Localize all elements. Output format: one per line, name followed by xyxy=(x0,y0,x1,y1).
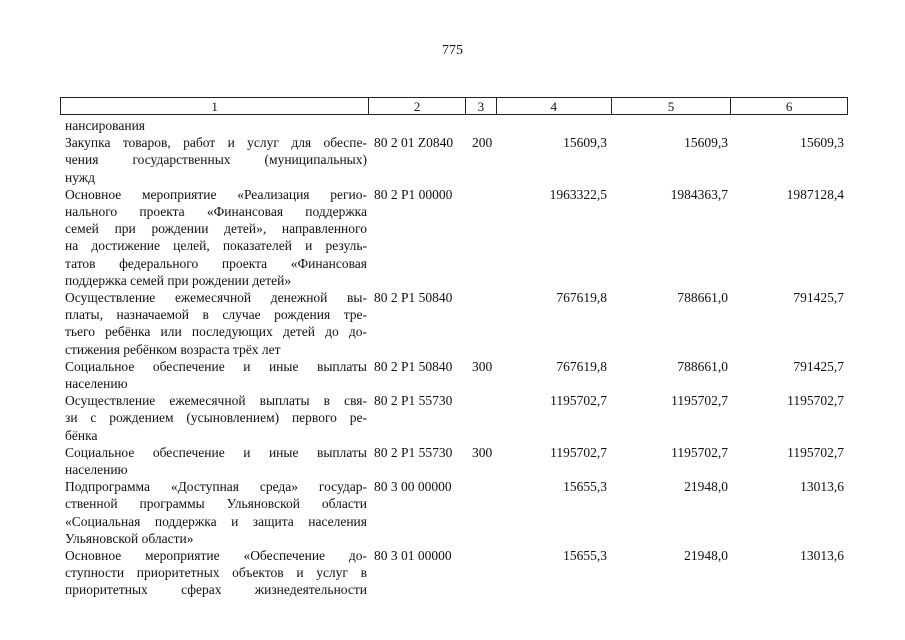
row-name xyxy=(65,134,367,186)
table-row xyxy=(60,547,848,599)
row-value-col4: 15609,3 xyxy=(563,135,607,151)
row-name xyxy=(65,478,367,547)
row-name-line: Осуществление ежемесячной выплаты в свя- xyxy=(65,393,367,409)
row-name xyxy=(65,117,367,134)
row-value-col4: 15655,3 xyxy=(563,479,607,495)
row-name-line: чения государственных (муниципальных) xyxy=(65,152,367,168)
row-value-col5: 21948,0 xyxy=(684,548,728,564)
row-value-col5: 788661,0 xyxy=(677,290,728,306)
row-name xyxy=(65,358,367,392)
row-name-line: татов федерального проекта «Финансовая xyxy=(65,255,367,271)
table-row xyxy=(60,186,848,289)
header-col-6: 6 xyxy=(785,99,793,114)
row-value-col4: 1963322,5 xyxy=(549,186,607,202)
row-expense-type: 300 xyxy=(472,444,493,460)
row-value-col5: 21948,0 xyxy=(684,479,728,495)
table-row xyxy=(60,117,848,134)
row-name-line: бёнка xyxy=(65,427,98,443)
row-code: 80 2 P1 55730 xyxy=(374,393,453,409)
row-name xyxy=(65,547,367,599)
row-value-col6: 13013,6 xyxy=(800,479,844,495)
row-name-line: ступности приоритетных объектов и услуг в xyxy=(65,565,367,581)
row-name-line: «Социальная поддержка и защита населения xyxy=(65,513,367,529)
row-value-col5: 1195702,7 xyxy=(671,444,728,460)
row-value-col6: 15609,3 xyxy=(800,135,844,151)
row-value-col4: 15655,3 xyxy=(563,548,607,564)
table-header xyxy=(60,97,848,115)
row-name-line: нужд xyxy=(65,169,95,185)
table-row xyxy=(60,134,848,186)
row-name-line: нансирования xyxy=(65,118,146,133)
row-value-col5: 1195702,7 xyxy=(671,393,728,409)
row-code: 80 3 01 00000 xyxy=(374,548,452,564)
row-name-line: стижения ребёнком возраста трёх лет xyxy=(65,341,281,357)
header-col-1: 1 xyxy=(61,98,369,114)
page-number: 775 xyxy=(442,43,463,58)
row-value-col4: 767619,8 xyxy=(556,358,607,374)
row-name-line: Осуществление ежемесячной денежной вы- xyxy=(65,290,367,306)
table-body xyxy=(60,117,848,599)
header-col-2: 2 xyxy=(369,98,466,114)
row-name xyxy=(65,392,367,444)
header-col-5: 5 xyxy=(612,98,732,114)
row-name-line: Ульяновской области» xyxy=(65,530,194,546)
row-name-line: Социальное обеспечение и иные выплаты xyxy=(65,358,367,374)
row-value-col4: 767619,8 xyxy=(556,290,607,306)
row-name-line: Основное мероприятие «Обеспечение до- xyxy=(65,548,367,564)
row-value-col5: 1984363,7 xyxy=(670,186,728,202)
header-col-4: 4 xyxy=(497,98,612,114)
row-name-line: приоритетных сферах жизнедеятельности xyxy=(65,582,367,598)
row-name-line: населению xyxy=(65,462,128,478)
row-name xyxy=(65,186,367,289)
row-name-line: зи с рождением (усыновлением) первого ре- xyxy=(65,410,367,426)
row-name-line: ственной программы Ульяновской области xyxy=(65,496,367,512)
table-row xyxy=(60,478,848,547)
row-value-col4: 1195702,7 xyxy=(550,393,607,409)
row-name-line: Закупка товаров, работ и услуг для обеспе- xyxy=(65,135,367,151)
row-name-line: платы, назначаемой в случае рождения тре- xyxy=(65,307,367,323)
row-expense-type: 300 xyxy=(472,358,493,374)
row-code: 80 3 00 00000 xyxy=(374,479,452,495)
row-value-col6: 1195702,7 xyxy=(787,393,844,409)
row-name-line: Социальное обеспечение и иные выплаты xyxy=(65,444,367,460)
row-value-col5: 15609,3 xyxy=(684,135,728,151)
row-code: 80 2 01 Z0840 xyxy=(374,135,454,151)
row-name xyxy=(65,289,367,358)
row-value-col6: 791425,7 xyxy=(793,290,844,306)
table-row xyxy=(60,392,848,444)
row-code: 80 2 P1 55730 xyxy=(374,444,453,460)
row-name-line: Основное мероприятие «Реализация регио- xyxy=(65,186,367,202)
row-value-col6: 1195702,7 xyxy=(787,444,844,460)
row-name-line: тьего ребёнка или последующих детей до до- xyxy=(65,324,367,340)
row-code: 80 2 P1 50840 xyxy=(374,290,453,306)
row-name xyxy=(65,444,367,478)
row-code: 80 2 P1 00000 xyxy=(374,186,453,202)
table-row xyxy=(60,444,848,478)
row-name-line: населению xyxy=(65,376,128,392)
row-value-col6: 791425,7 xyxy=(793,358,844,374)
row-name-line: Подпрограмма «Доступная среда» государ- xyxy=(65,479,367,495)
row-expense-type: 200 xyxy=(472,135,493,151)
row-name-line: поддержка семей при рождении детей» xyxy=(65,272,292,288)
row-name-line: нального проекта «Финансовая поддержка xyxy=(65,204,367,220)
row-value-col6: 13013,6 xyxy=(800,548,844,564)
row-value-col6: 1987128,4 xyxy=(786,186,844,202)
row-value-col5: 788661,0 xyxy=(677,358,728,374)
row-code: 80 2 P1 50840 xyxy=(374,358,453,374)
header-col-3: 3 xyxy=(466,98,497,114)
table-row xyxy=(60,289,848,358)
row-name-line: на достижение целей, показателей и резуль- xyxy=(65,238,367,254)
table-row xyxy=(60,358,848,392)
row-name-line: семей при рождении детей», направленного xyxy=(65,221,367,237)
row-value-col4: 1195702,7 xyxy=(550,444,607,460)
